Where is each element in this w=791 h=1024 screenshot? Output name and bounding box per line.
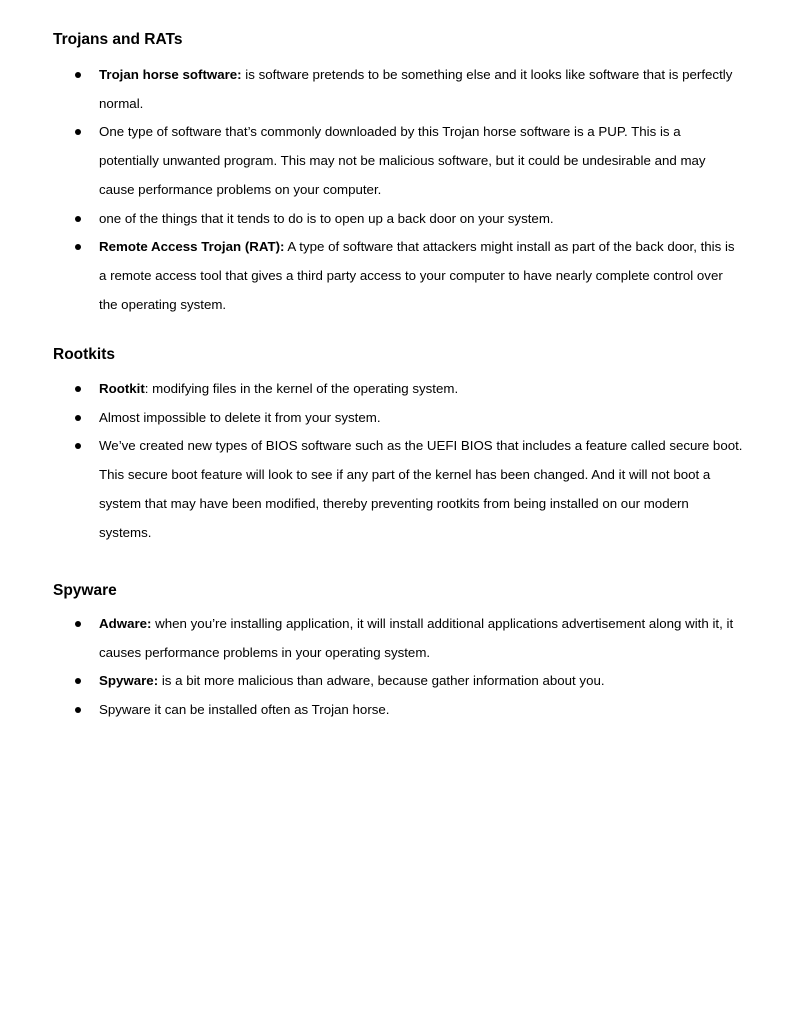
item-text: is software pretends to be something else and it looks like software that is perfectly normal. xyxy=(99,67,733,111)
item-text: one of the things that it tends to do is to open up a back door on your system. xyxy=(99,210,554,226)
item-term: Spyware: xyxy=(99,673,159,689)
list-item xyxy=(53,118,743,204)
list-item xyxy=(53,432,743,547)
section-heading: Rootkits xyxy=(53,346,115,363)
item-term: Adware: xyxy=(99,616,152,631)
bullet-icon xyxy=(75,72,81,78)
list-item xyxy=(53,61,743,118)
item-text: : modifying files in the kernel of the operating system. xyxy=(144,381,459,396)
section-spyware xyxy=(53,581,743,725)
list-item xyxy=(53,667,743,696)
item-text: is a bit more malicious than adware, because gather information about you. xyxy=(158,673,605,689)
bullet-icon xyxy=(75,443,81,449)
bullet-icon xyxy=(75,216,81,222)
item-text: One type of software that’s commonly downloaded by this Trojan horse software is a PUP. This is a potentially unwanted program. This may not be malicious software, but it could be undesirable and may cause performance problems on your computer. xyxy=(99,124,706,197)
bullet-icon xyxy=(75,678,81,684)
list-item xyxy=(53,205,743,234)
bullet-icon xyxy=(75,621,81,627)
section-rootkits xyxy=(53,345,743,547)
section-heading: Spyware xyxy=(53,582,117,599)
list-item xyxy=(53,696,743,725)
item-text: Spyware it can be installed often as Trojan horse. xyxy=(99,702,390,718)
item-text: A type of software that attackers might install as part of the back door, this is a remote access tool that gives a third party access to your computer to have nearly complete control over the operating system. xyxy=(99,239,735,312)
item-text: when you’re installing application, it will install additional applications advertisement along with it, it causes performance problems in your operating system. xyxy=(99,616,734,660)
bullet-icon xyxy=(75,707,81,713)
item-text: We’ve created new types of BIOS software such as the UEFI BIOS that includes a feature called secure boot. This secure boot feature will look to see if any part of the kernel has been changed. And it will not boot a system that may have been modified, thereby preventing rootkits from being installed on our modern systems. xyxy=(99,438,743,540)
section-trojans-and-rats xyxy=(53,30,743,319)
list-item xyxy=(53,375,743,404)
item-term: Trojan horse software: xyxy=(99,67,242,82)
item-text: Almost impossible to delete it from your system. xyxy=(99,409,381,425)
list-item xyxy=(53,404,743,433)
bullet-list xyxy=(53,61,743,319)
item-term: Rootkit xyxy=(99,381,145,396)
bullet-icon xyxy=(75,129,81,135)
bullet-icon xyxy=(75,415,81,421)
bullet-list xyxy=(53,375,743,547)
bullet-icon xyxy=(75,244,81,250)
item-term: Remote Access Trojan (RAT): xyxy=(99,239,285,255)
list-item xyxy=(53,610,743,667)
bullet-icon xyxy=(75,386,81,392)
list-item xyxy=(53,233,743,319)
bullet-list xyxy=(53,610,743,725)
section-heading: Trojans and RATs xyxy=(53,31,183,48)
